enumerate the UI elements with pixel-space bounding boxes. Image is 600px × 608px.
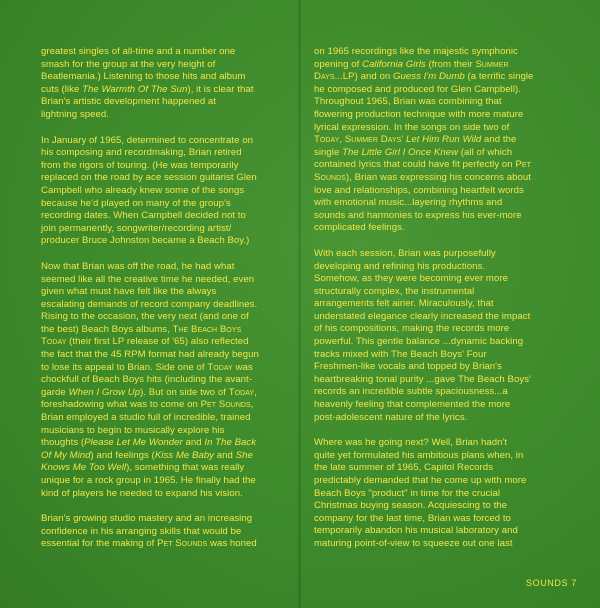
- text-run: Brian's growing studio mastery and an increasing: [41, 513, 253, 525]
- text-run: foreshadowing what was to come on: [41, 399, 201, 411]
- text-line: [314, 361, 576, 374]
- text-run: Freshmen-like vocals and topped by Brian's: [314, 361, 502, 373]
- text-run: because he'd played on many of the group's: [41, 197, 231, 209]
- text-line: [41, 324, 299, 337]
- text-line: [41, 198, 299, 211]
- text-run: post-adolescent nature of the lyrics.: [314, 411, 468, 423]
- text-line: [314, 450, 576, 463]
- text-line: [41, 412, 299, 425]
- text-line: [41, 71, 299, 84]
- text-line: [314, 159, 576, 172]
- text-line: [41, 109, 299, 122]
- text-line: [314, 475, 576, 488]
- text-run: structurally complex, the instrumental: [314, 285, 475, 297]
- text-run: flowering production technique with more mature: [314, 108, 524, 120]
- text-line: [314, 298, 576, 311]
- page-number-footer: SOUNDS 7: [526, 578, 577, 588]
- text-line: [314, 84, 576, 97]
- text-run: the fact that the 45 RPM format had already begun: [41, 349, 259, 361]
- text-line: [314, 197, 576, 210]
- text-run: records an incredible subtle spaciousness...a: [314, 386, 508, 398]
- text-run: seemed like all the creative time he needed, even: [41, 273, 255, 285]
- text-line: [314, 286, 576, 299]
- italic-title: Please Let Me Wonder: [84, 437, 183, 449]
- text-line: [314, 311, 576, 324]
- left-text-column: [41, 46, 299, 564]
- text-line: [41, 135, 299, 148]
- small-caps-title: Today: [228, 386, 255, 398]
- text-line: [41, 488, 299, 501]
- text-run: opening of: [314, 58, 363, 70]
- text-run: on 1965 recordings like the majestic symphonic: [314, 46, 518, 57]
- text-run: ), Brian was expressing his concerns about: [345, 171, 531, 183]
- text-run: Rising to the occasion, the very next (and one of: [41, 311, 249, 323]
- text-run: sounds and harmonies to express his ever-more: [314, 209, 522, 221]
- text-line: [41, 349, 299, 362]
- text-run: (a terrific single: [464, 71, 534, 83]
- text-run: temporarily abandon his musical laboratory and: [314, 525, 518, 537]
- text-line: [314, 500, 576, 513]
- text-run: given what must have felt like the always: [41, 286, 217, 298]
- text-line: [41, 538, 299, 551]
- small-caps-title: Today: [41, 336, 67, 348]
- text-line: [314, 134, 576, 147]
- text-run: his composing and recordmaking, Brian retired: [41, 147, 242, 159]
- text-run: contained lyrics that could have fit perfectly on: [314, 159, 516, 171]
- text-run: essential for the making of: [41, 538, 158, 550]
- text-run: Now that Brian was off the road, he had what: [41, 260, 235, 272]
- text-run: replaced on the road by ace session guitarist Glen: [41, 172, 257, 184]
- text-run: Christmas buying season. Acquiescing to the: [314, 500, 508, 512]
- text-line: [41, 374, 299, 387]
- text-line: [41, 299, 299, 312]
- text-run: Where was he going next? Well, Brian hadn't: [314, 437, 508, 449]
- text-run: escalating demands of record company deadlines.: [41, 298, 258, 310]
- right-text-column: [314, 46, 576, 564]
- text-line: [41, 475, 299, 488]
- text-line: [314, 538, 576, 551]
- text-run: quite yet formulated his ambitious plans when, in: [314, 449, 524, 461]
- text-run: garde: [41, 386, 69, 398]
- text-run: join permanently, songwriter/recording artist/: [41, 222, 232, 234]
- italic-title: California Girls: [362, 58, 426, 70]
- text-line: [41, 261, 299, 274]
- text-run: ), it is clear that: [187, 83, 254, 95]
- italic-title: Kiss Me Baby: [154, 449, 215, 461]
- text-line: [314, 336, 576, 349]
- paragraph: [41, 513, 299, 551]
- text-line: [41, 336, 299, 349]
- text-run: lightning speed.: [41, 108, 110, 120]
- text-line: [41, 399, 299, 412]
- text-line: [41, 425, 299, 438]
- text-run: With each session, Brian was purposefully: [314, 247, 496, 259]
- text-line: [41, 235, 299, 248]
- paragraph: [314, 437, 576, 550]
- text-run: heavenly feeling that complemented the more: [314, 399, 511, 411]
- text-run: ,: [254, 386, 257, 398]
- text-line: [41, 526, 299, 539]
- text-run: lyrical expression. In the songs on side two of: [314, 121, 510, 133]
- text-run: greatest singles of all-time and a number one: [41, 46, 236, 57]
- text-run: single: [314, 146, 343, 158]
- text-line: [41, 223, 299, 236]
- text-run: cuts (like: [41, 83, 83, 95]
- text-line: [314, 147, 576, 160]
- text-run: heartbreaking tonal purity ...gave The Beach Boys': [314, 373, 531, 385]
- text-run: arrangements felt airier. Miraculously, that: [314, 298, 494, 310]
- paragraph: [314, 248, 576, 424]
- text-run: (all of which: [458, 146, 513, 158]
- text-run: was: [232, 361, 253, 373]
- paragraph: [41, 46, 299, 122]
- italic-title: Of My Mind: [41, 449, 91, 461]
- text-line: [41, 147, 299, 160]
- text-line: [314, 122, 576, 135]
- italic-title: When I Grow Up: [68, 386, 141, 398]
- text-run: Brian's artistic development happened at: [41, 96, 217, 108]
- text-run: (from their: [425, 58, 476, 70]
- text-run: powerful. This gentle balance ...dynamic backing: [314, 336, 524, 348]
- text-line: [41, 46, 299, 59]
- text-run: of his compositions, making the records more: [314, 323, 510, 335]
- italic-title: Guess I'm Dumb: [392, 71, 465, 83]
- text-run: Beatlemania.) Listening to those hits and album: [41, 71, 246, 83]
- italic-title: Knows Me Too Well: [41, 462, 127, 474]
- small-caps-title: Summer: [475, 58, 509, 70]
- small-caps-title: Days: [314, 71, 335, 83]
- text-line: [314, 412, 576, 425]
- text-line: [41, 210, 299, 223]
- text-line: [314, 71, 576, 84]
- text-run: Brian employed a studio full of incredible, trained: [41, 412, 251, 424]
- text-line: [314, 109, 576, 122]
- text-line: [314, 513, 576, 526]
- small-caps-title: Today: [207, 361, 233, 373]
- text-line: [41, 462, 299, 475]
- text-run: musicians to begin to musically explore his: [41, 424, 225, 436]
- italic-title: She: [235, 449, 253, 461]
- text-run: confidence in his arranging skills that would be: [41, 525, 242, 537]
- paragraph: [41, 135, 299, 248]
- text-line: [41, 311, 299, 324]
- text-run: complicated feelings.: [314, 222, 405, 234]
- text-line: [41, 274, 299, 287]
- text-line: [314, 349, 576, 362]
- text-run: he composed and produced for Glen Campbell).: [314, 83, 521, 95]
- text-run: maturing point-of-view to squeeze out one last: [314, 537, 513, 549]
- text-line: [314, 399, 576, 412]
- text-line: [314, 462, 576, 475]
- text-run: ) and feelings (: [90, 449, 155, 461]
- text-line: [41, 513, 299, 526]
- text-line: [41, 185, 299, 198]
- text-line: [41, 286, 299, 299]
- text-line: [41, 437, 299, 450]
- text-line: [314, 374, 576, 387]
- text-line: [314, 525, 576, 538]
- text-line: [41, 160, 299, 173]
- text-line: [41, 96, 299, 109]
- text-line: [314, 210, 576, 223]
- text-run: smash for the group at the very height of: [41, 58, 216, 70]
- text-run: ,: [250, 399, 254, 411]
- text-run: ), something that was really: [126, 462, 245, 474]
- text-run: was honed: [207, 538, 257, 550]
- text-run: kind of players he needed to expand his vision.: [41, 487, 243, 499]
- text-run: thoughts (: [41, 437, 85, 449]
- text-run: predictably demanded that he come up with more: [314, 475, 527, 486]
- text-line: [314, 96, 576, 109]
- text-line: [314, 46, 576, 59]
- text-line: [314, 273, 576, 286]
- text-run: In January of 1965, determined to concentrate on: [41, 134, 254, 146]
- text-run: to lose its appeal to Brian. Side one of: [41, 361, 208, 373]
- text-line: [314, 261, 576, 274]
- small-caps-title: The Beach Boys: [172, 323, 242, 335]
- text-run: Beach Boys "product" in time for the crucial: [314, 487, 501, 499]
- text-line: [314, 323, 576, 336]
- small-caps-title: Today, Summer Days': [314, 134, 404, 146]
- italic-title: The Little Girl I Once Knew: [342, 146, 459, 158]
- text-run: (their first LP release of '65) also reflected: [66, 336, 249, 348]
- italic-title: The Warmth Of The Sun: [82, 83, 188, 95]
- text-run: tracks mixed with The Beach Boys' Four: [314, 348, 487, 360]
- text-line: [314, 185, 576, 198]
- text-run: the best) Beach Boys albums,: [41, 323, 173, 335]
- text-run: love and relationships, combining heartfelt words: [314, 184, 524, 196]
- text-run: and: [182, 437, 205, 449]
- text-run: from the rigors of touring. (He was temporarily: [41, 159, 239, 171]
- text-run: producer Bruce Johnston became a Beach Boy.): [41, 235, 250, 247]
- text-line: [41, 362, 299, 375]
- text-run: recording dates. When Campbell decided not to: [41, 210, 246, 222]
- text-line: [41, 450, 299, 463]
- text-line: [314, 59, 576, 72]
- small-caps-title: Pet Sounds: [157, 538, 208, 550]
- small-caps-title: Sounds: [314, 171, 346, 183]
- text-line: [314, 248, 576, 261]
- text-run: Throughout 1965, Brian was combining that: [314, 96, 502, 108]
- text-run: and the: [481, 134, 517, 146]
- small-caps-title: Pet Sounds: [200, 399, 251, 411]
- italic-title: Let Him Run Wild: [405, 134, 482, 146]
- text-run: ...LP) and on: [334, 71, 393, 83]
- paragraph: [41, 261, 299, 500]
- text-line: [41, 59, 299, 72]
- text-run: Campbell who already knew some of the songs: [41, 184, 245, 196]
- text-run: unique for a rock group in 1965. He finally had the: [41, 475, 256, 486]
- text-run: with emotional music...layering rhythms and: [314, 197, 503, 209]
- text-run: company for the last time, Brian was forced to: [314, 512, 511, 524]
- text-run: understated elegance clearly increased the impact: [314, 310, 531, 322]
- text-line: [314, 437, 576, 450]
- text-run: Somehow, as they were becoming ever more: [314, 273, 508, 285]
- text-run: the late summer of 1965, Capitol Records: [314, 462, 494, 474]
- text-line: [314, 172, 576, 185]
- text-line: [41, 387, 299, 400]
- text-line: [41, 172, 299, 185]
- text-run: developing and refining his productions.: [314, 260, 486, 272]
- text-line: [41, 84, 299, 97]
- text-run: and: [214, 449, 236, 461]
- text-line: [314, 386, 576, 399]
- italic-title: In The Back: [204, 437, 257, 449]
- text-line: [314, 222, 576, 235]
- paragraph: [314, 46, 576, 235]
- small-caps-title: Pet: [515, 159, 531, 171]
- text-run: ). But on side two of: [140, 386, 229, 398]
- text-run: chockfull of Beach Boys hits (including the avant-: [41, 374, 253, 386]
- text-line: [314, 488, 576, 501]
